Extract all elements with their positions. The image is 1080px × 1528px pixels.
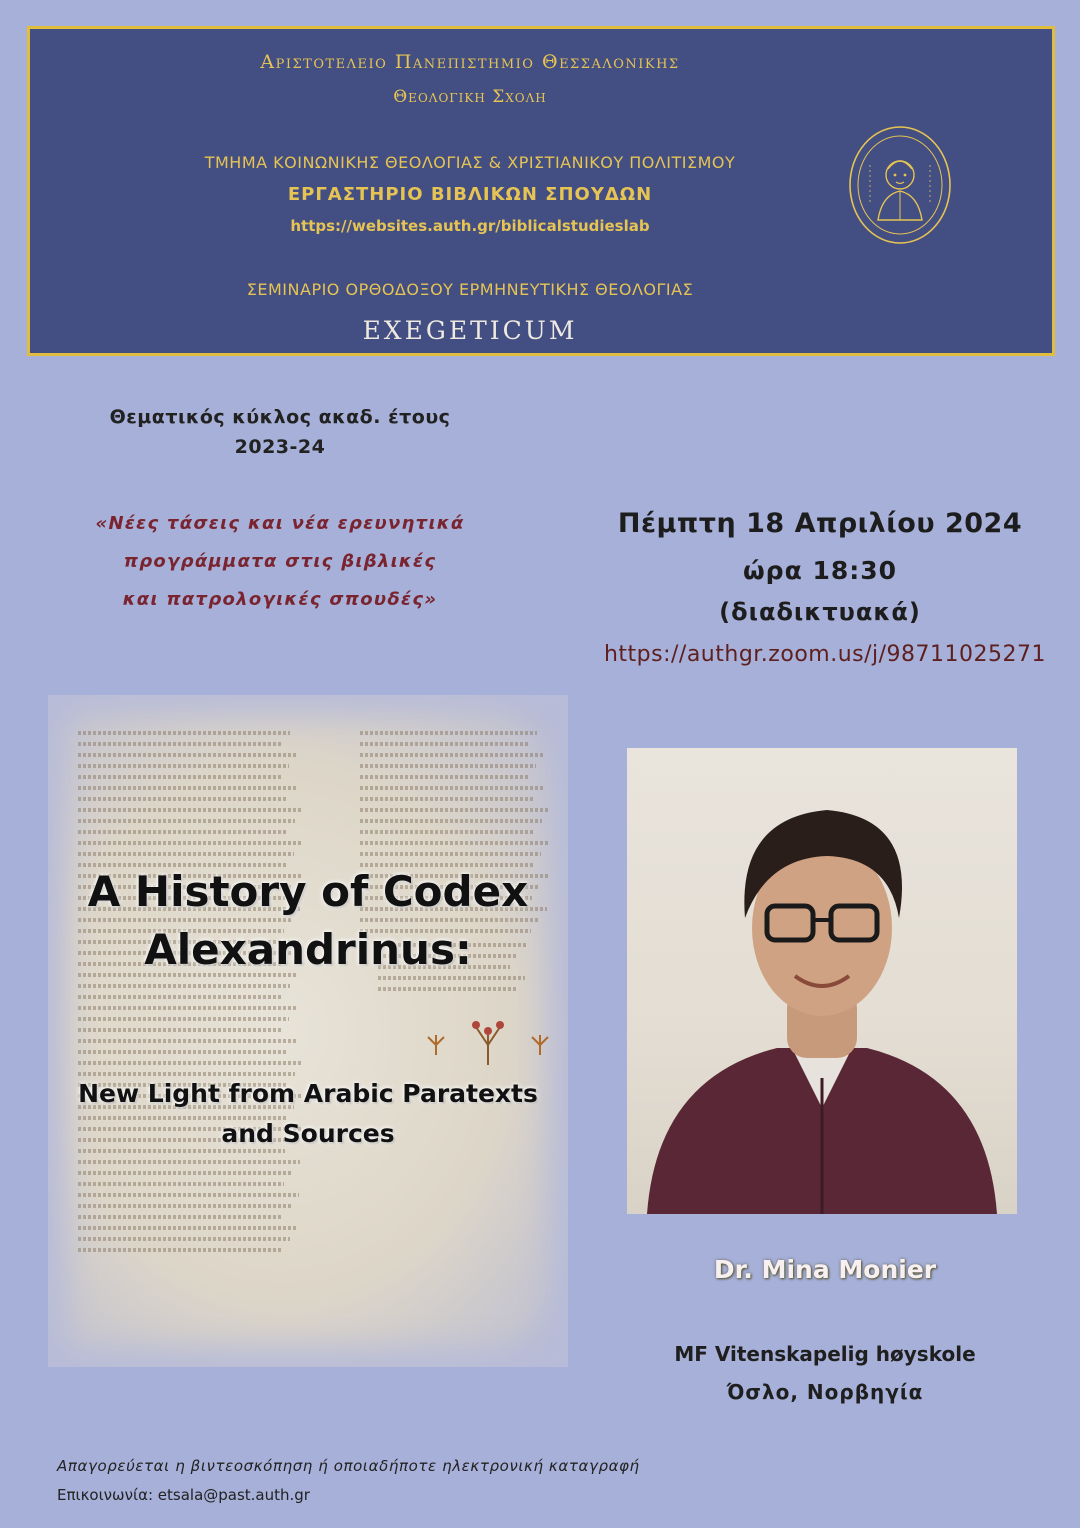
seminar-title: EXEGETICUM [362, 316, 578, 345]
speaker-institution: MF Vitenskapelig høyskole [674, 1342, 976, 1366]
speaker-name: Dr. Mina Monier [713, 1255, 937, 1284]
event-mode: (διαδικτυακά) [719, 598, 921, 626]
manuscript-ornament-icon [418, 1005, 558, 1075]
event-date: Πέμπτη 18 Απριλίου 2024 [617, 508, 1023, 539]
university-seal-icon [848, 125, 952, 245]
theme-line-3: και πατρολογικές σπουδές» [122, 589, 438, 610]
lab-url[interactable]: https://websites.auth.gr/biblicalstudieslab [290, 217, 650, 235]
talk-subtitle-line-2: and Sources [221, 1119, 395, 1148]
speaker-photo [627, 748, 1017, 1214]
speaker-portrait-icon [627, 748, 1017, 1214]
theme-line-1: «Νέες τάσεις και νέα ερευνητικά [95, 513, 465, 534]
talk-subtitle-line-1: New Light from Arabic Paratexts [78, 1079, 538, 1108]
university-name: Αριστοτελειο Πανεπιστημιο Θεσσαλονικης [260, 51, 680, 73]
header-banner [27, 26, 1055, 356]
speaker-location: Όσλο, Νορβηγία [726, 1380, 924, 1404]
school-name: Θεολογικη Σχολη [393, 87, 547, 107]
department-name: ΤΜΗΜΑ ΚΟΙΝΩΝΙΚΗΣ ΘΕΟΛΟΓΙΑΣ & ΧΡΙΣΤΙΑΝΙΚΟΥ ΠΟΛΙΤΙΣΜΟΥ [204, 153, 736, 172]
seminar-name: ΣΕΜΙΝΑΡΙΟ ΟΡΘΟΔΟΞΟΥ ΕΡΜΗΝΕΥΤΙΚΗΣ ΘΕΟΛΟΓΙΑΣ [246, 280, 694, 299]
event-time: ώρα 18:30 [742, 556, 898, 585]
cycle-label: Θεματικός κύκλος ακαδ. έτους [109, 406, 451, 428]
talk-title-line-1: A History of Codex [87, 867, 529, 916]
talk-title-line-2: Alexandrinus: [144, 925, 472, 974]
zoom-link[interactable]: https://authgr.zoom.us/j/98711025271 [603, 642, 1047, 667]
recording-notice: Απαγορεύεται η βιντεοσκόπηση ή οποιαδήποτε ηλεκτρονική καταγραφή [57, 1457, 640, 1475]
theme-line-2: προγράμματα στις βιβλικές [123, 551, 437, 572]
cycle-year: 2023-24 [234, 436, 326, 458]
codex-manuscript-image [48, 695, 568, 1367]
contact-email[interactable]: Επικοινωνία: etsala@past.auth.gr [57, 1486, 310, 1504]
lab-name: ΕΡΓΑΣΤΗΡΙΟ ΒΙΒΛΙΚΩΝ ΣΠΟΥΔΩΝ [287, 184, 653, 205]
